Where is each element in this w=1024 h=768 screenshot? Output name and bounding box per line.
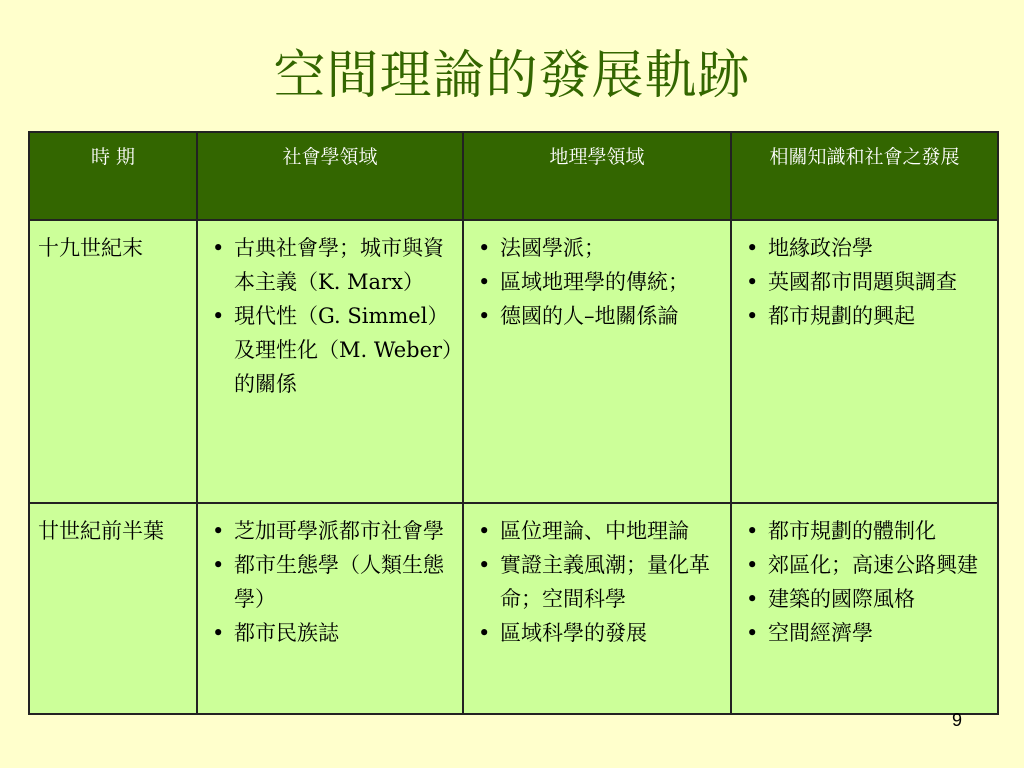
- list-item-text: 都市規劃的體制化: [768, 519, 936, 543]
- list-item: [474, 265, 724, 299]
- slide-title: 空間理論的發展軌跡: [273, 46, 751, 106]
- list-item-text: 區位理論、中地理論: [500, 519, 689, 543]
- header-period: 時 期: [29, 132, 197, 220]
- list-item-text: 地緣政治學: [768, 236, 873, 260]
- header-sociology: 社會學領域: [197, 132, 463, 220]
- list-item-text: 德國的人–地關係論: [500, 304, 679, 328]
- list-item: [208, 616, 456, 650]
- bullet-icon: •: [478, 236, 491, 260]
- society-cell: [731, 503, 998, 714]
- list-item-text: 古典社會學；城市與資本主義（K. Marx）: [234, 236, 444, 294]
- list-item: [742, 299, 991, 333]
- sociology-cell: [197, 503, 463, 714]
- list-item-text: 郊區化；高速公路興建: [768, 553, 978, 577]
- bullet-icon: •: [478, 519, 491, 543]
- list-item-text: 現代性（G. Simmel）及理性化（M. Weber）的關係: [234, 304, 453, 396]
- bullet-icon: •: [746, 553, 759, 577]
- bullet-icon: •: [746, 587, 759, 611]
- bullet-icon: •: [478, 304, 491, 328]
- bullet-icon: •: [478, 270, 491, 294]
- geography-cell: [463, 220, 731, 503]
- development-table: [28, 131, 999, 715]
- bullet-list: [208, 514, 456, 650]
- list-item-text: 空間經濟學: [768, 621, 873, 645]
- list-item-text: 都市民族誌: [234, 621, 339, 645]
- list-item: [742, 616, 991, 650]
- list-item: [742, 231, 991, 265]
- list-item: [742, 548, 991, 582]
- list-item-text: 區域地理學的傳統；: [500, 270, 689, 294]
- header-society: 相關知識和社會之發展: [731, 132, 998, 220]
- list-item: [474, 514, 724, 548]
- list-item-text: 法國學派；: [500, 236, 605, 260]
- list-item: [474, 548, 724, 616]
- bullet-list: [474, 231, 724, 333]
- bullet-icon: •: [212, 553, 225, 577]
- bullet-list: [208, 231, 456, 401]
- period-cell: 十九世紀末: [29, 220, 197, 503]
- bullet-list: [742, 231, 991, 333]
- period-cell: 廿世紀前半葉: [29, 503, 197, 714]
- bullet-icon: •: [746, 519, 759, 543]
- bullet-icon: •: [746, 236, 759, 260]
- bullet-icon: •: [746, 621, 759, 645]
- list-item-text: 芝加哥學派都市社會學: [234, 519, 444, 543]
- page-number: 9: [951, 710, 962, 730]
- sociology-cell: [197, 220, 463, 503]
- list-item: [208, 231, 456, 299]
- bullet-icon: •: [478, 553, 491, 577]
- bullet-icon: •: [746, 270, 759, 294]
- header-geography: 地理學領域: [463, 132, 731, 220]
- list-item: [474, 616, 724, 650]
- table-header-row: [29, 132, 998, 220]
- bullet-list: [474, 514, 724, 650]
- bullet-icon: •: [212, 304, 225, 328]
- list-item: [208, 299, 456, 401]
- table-row: [29, 503, 998, 714]
- bullet-icon: •: [212, 621, 225, 645]
- bullet-icon: •: [212, 519, 225, 543]
- society-cell: [731, 220, 998, 503]
- list-item: [742, 582, 991, 616]
- list-item-text: 實證主義風潮；量化革命；空間科學: [500, 553, 710, 611]
- list-item-text: 英國都市問題與調查: [768, 270, 957, 294]
- list-item-text: 都市規劃的興起: [768, 304, 915, 328]
- bullet-icon: •: [212, 236, 225, 260]
- list-item: [742, 265, 991, 299]
- list-item-text: 建築的國際風格: [768, 587, 915, 611]
- list-item-text: 都市生態學（人類生態學）: [234, 553, 444, 611]
- list-item: [474, 231, 724, 265]
- list-item: [208, 548, 456, 616]
- list-item-text: 區域科學的發展: [500, 621, 647, 645]
- table-row: [29, 220, 998, 503]
- bullet-icon: •: [746, 304, 759, 328]
- geography-cell: [463, 503, 731, 714]
- list-item: [742, 514, 991, 548]
- bullet-list: [742, 514, 991, 650]
- list-item: [474, 299, 724, 333]
- bullet-icon: •: [478, 621, 491, 645]
- list-item: [208, 514, 456, 548]
